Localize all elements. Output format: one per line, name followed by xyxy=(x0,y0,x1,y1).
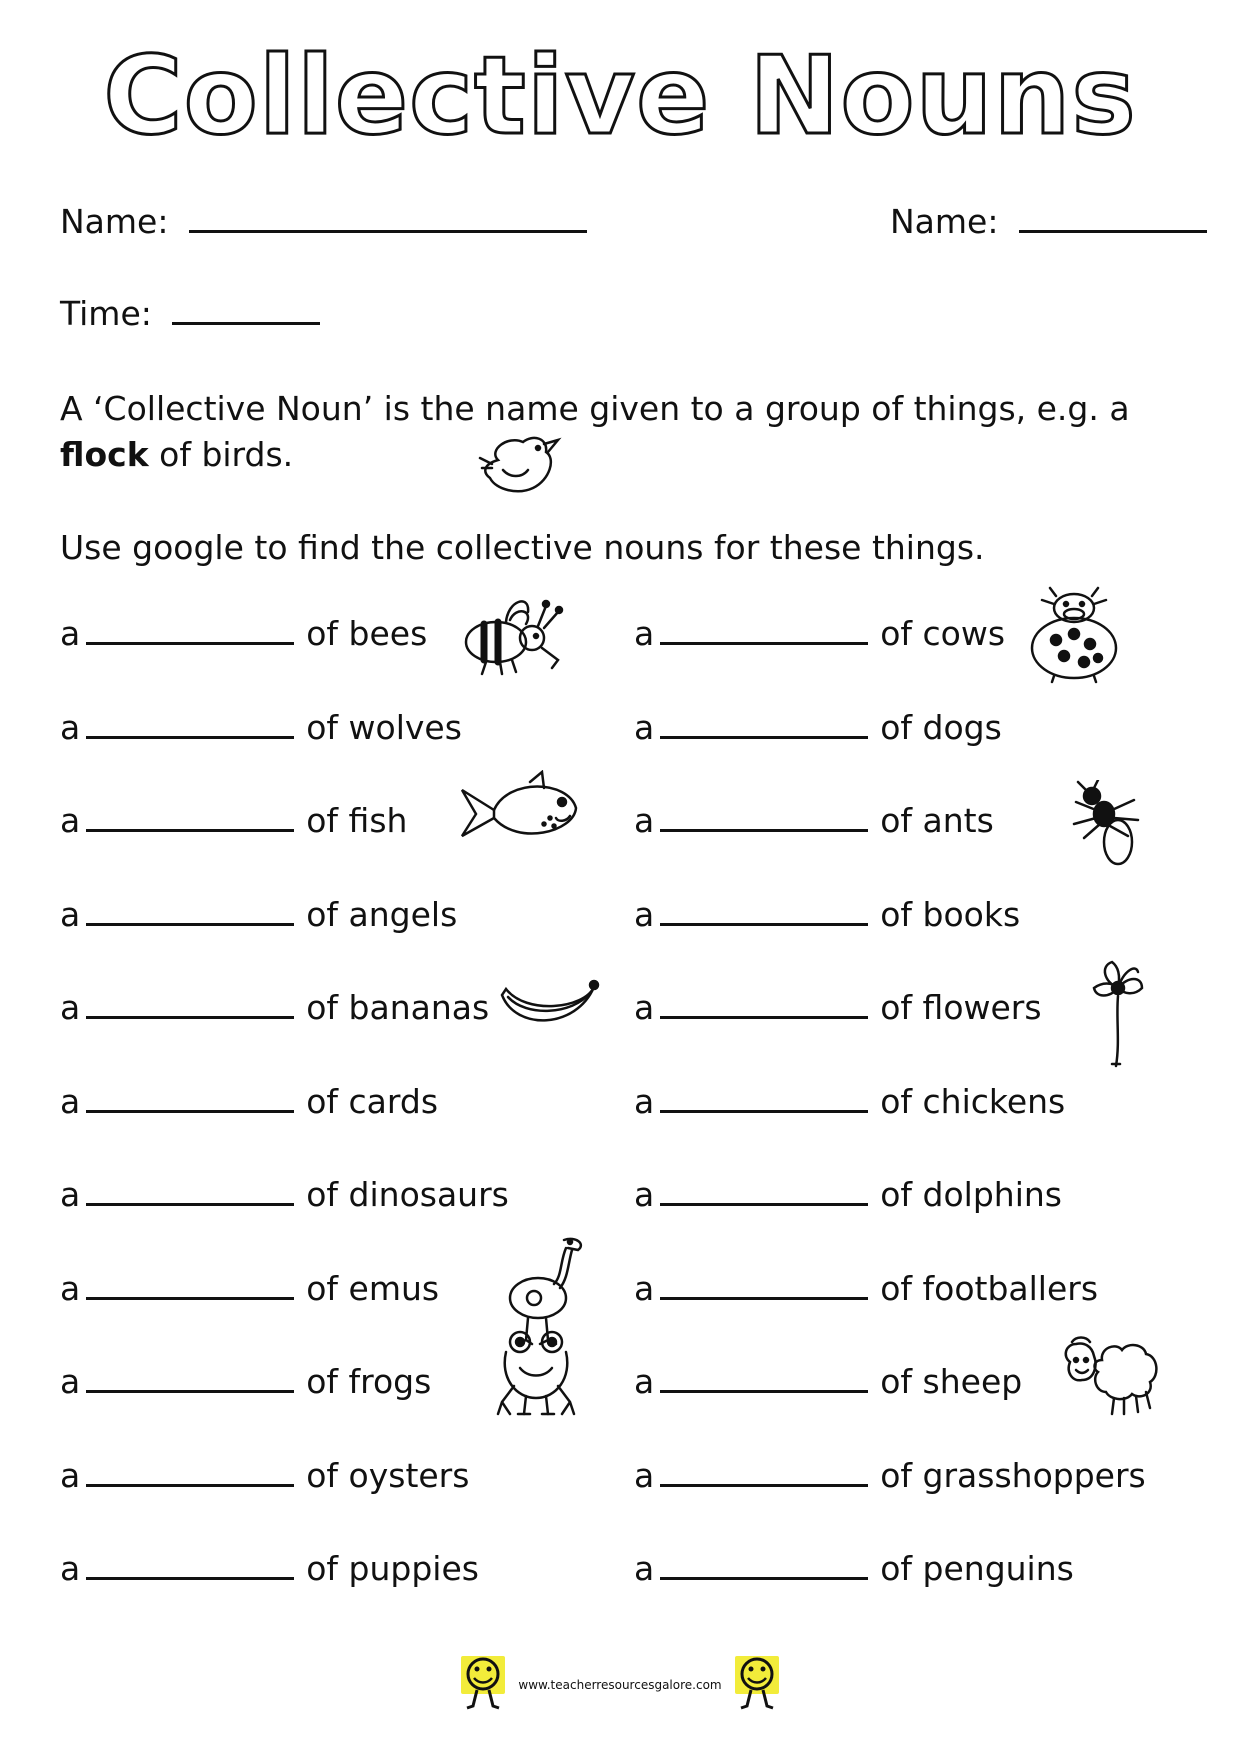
noun-label: of bees xyxy=(306,614,428,653)
question-row xyxy=(634,986,1042,1027)
example-word: flock xyxy=(60,435,149,475)
question-row xyxy=(634,893,1020,934)
noun-label: of dogs xyxy=(880,707,1002,747)
answer-blank[interactable] xyxy=(86,893,294,926)
noun-label: of footballers xyxy=(880,1268,1099,1308)
fish-icon xyxy=(458,770,586,852)
smiley-logo-icon xyxy=(735,1654,779,1716)
answer-blank[interactable] xyxy=(86,1267,294,1300)
question-row xyxy=(634,1173,1062,1214)
noun-label: of ants xyxy=(880,801,994,840)
noun-label: of books xyxy=(880,894,1021,934)
question-row xyxy=(634,612,1005,653)
name-field-1 xyxy=(60,200,587,242)
article-text: a xyxy=(634,614,655,653)
noun-label: of dinosaurs xyxy=(306,1175,509,1214)
question-row xyxy=(60,1080,438,1121)
bird-icon xyxy=(478,430,562,500)
answer-blank[interactable] xyxy=(86,1547,294,1580)
article-text: a xyxy=(634,1175,655,1214)
time-blank[interactable] xyxy=(172,292,320,325)
answer-blank[interactable] xyxy=(660,1080,868,1113)
noun-label: of flowers xyxy=(880,988,1042,1027)
question-row xyxy=(634,1080,1065,1121)
page-title: Collective Nouns xyxy=(103,34,1137,159)
intro-paragraph: A ‘Collective Noun’ is the name given to a group of things, e.g. a flock of birds. xyxy=(60,389,1130,475)
question-row xyxy=(634,1547,1074,1588)
time-field xyxy=(60,292,320,334)
instruction-text: Use google to find the collective nouns for these things. xyxy=(60,528,985,567)
article-text: a xyxy=(634,894,655,934)
article-text: a xyxy=(60,1175,81,1214)
noun-label: of chickens xyxy=(880,1081,1066,1121)
name-blank[interactable] xyxy=(1019,200,1207,233)
bee-icon xyxy=(458,590,568,678)
noun-label: of emus xyxy=(306,1268,440,1308)
time-label: Time: xyxy=(60,294,152,333)
flower-icon xyxy=(1090,958,1146,1070)
article-text: a xyxy=(634,1455,655,1495)
noun-label: of wolves xyxy=(306,707,462,747)
article-text: a xyxy=(60,1549,81,1588)
question-row xyxy=(60,799,407,840)
sheep-icon xyxy=(1062,1336,1162,1418)
name-label: Name: xyxy=(890,202,999,241)
answer-blank[interactable] xyxy=(660,1547,868,1580)
noun-label: of cards xyxy=(306,1081,439,1121)
noun-label: of fish xyxy=(306,801,408,840)
answer-blank[interactable] xyxy=(86,986,294,1019)
answer-blank[interactable] xyxy=(660,1173,868,1206)
answer-blank[interactable] xyxy=(86,799,294,832)
question-row xyxy=(60,986,489,1027)
article-text: a xyxy=(60,614,81,653)
article-text: a xyxy=(634,1549,655,1588)
article-text: a xyxy=(634,1081,655,1121)
question-row xyxy=(60,1454,469,1495)
answer-blank[interactable] xyxy=(660,986,868,1019)
answer-blank[interactable] xyxy=(660,799,868,832)
noun-label: of grasshoppers xyxy=(880,1455,1146,1495)
answer-blank[interactable] xyxy=(86,1360,294,1393)
name-label: Name: xyxy=(60,202,169,241)
answer-blank[interactable] xyxy=(660,1360,868,1393)
noun-label: of bananas xyxy=(306,988,490,1027)
article-text: a xyxy=(60,988,81,1027)
question-row xyxy=(60,706,462,747)
name-field-2 xyxy=(890,200,1207,242)
footer xyxy=(0,1654,1240,1716)
question-row xyxy=(60,1173,509,1214)
noun-label: of puppies xyxy=(306,1549,479,1588)
article-text: a xyxy=(60,1455,81,1495)
question-row xyxy=(60,1360,431,1401)
article-text: a xyxy=(60,1081,81,1121)
article-text: a xyxy=(634,1362,655,1401)
answer-blank[interactable] xyxy=(86,612,294,645)
footer-url[interactable]: www.teacherresourcesgalore.com xyxy=(518,1678,722,1692)
article-text: a xyxy=(634,707,655,747)
answer-blank[interactable] xyxy=(86,1454,294,1487)
noun-label: of dolphins xyxy=(880,1175,1062,1214)
article-text: a xyxy=(60,801,81,840)
article-text: a xyxy=(60,707,81,747)
cow-icon xyxy=(1028,586,1120,684)
noun-label: of penguins xyxy=(880,1549,1074,1588)
smiley-logo-icon xyxy=(461,1654,505,1716)
answer-blank[interactable] xyxy=(660,1267,868,1300)
article-text: a xyxy=(634,1268,655,1308)
answer-blank[interactable] xyxy=(86,1080,294,1113)
noun-label: of oysters xyxy=(306,1455,470,1495)
question-row xyxy=(634,1360,1022,1401)
question-row xyxy=(634,706,1002,747)
noun-label: of sheep xyxy=(880,1362,1023,1401)
question-row xyxy=(634,1454,1146,1495)
noun-label: of angels xyxy=(306,894,458,934)
answer-blank[interactable] xyxy=(660,612,868,645)
article-text: a xyxy=(60,1268,81,1308)
answer-blank[interactable] xyxy=(660,1454,868,1487)
question-row xyxy=(60,612,427,653)
article-text: a xyxy=(60,894,81,934)
question-row xyxy=(634,1267,1098,1308)
noun-label: of cows xyxy=(880,614,1006,653)
banana-icon xyxy=(496,975,602,1031)
ant-icon xyxy=(1070,780,1142,870)
answer-blank[interactable] xyxy=(660,893,868,926)
frog-icon xyxy=(496,1328,576,1418)
question-row xyxy=(634,799,994,840)
question-row xyxy=(60,893,457,934)
question-row xyxy=(60,1267,439,1308)
article-text: a xyxy=(60,1362,81,1401)
answer-blank[interactable] xyxy=(86,706,294,739)
noun-label: of frogs xyxy=(306,1362,432,1401)
question-row xyxy=(60,1547,479,1588)
answer-blank[interactable] xyxy=(86,1173,294,1206)
article-text: a xyxy=(634,801,655,840)
name-blank[interactable] xyxy=(189,200,587,233)
answer-blank[interactable] xyxy=(660,706,868,739)
article-text: a xyxy=(634,988,655,1027)
